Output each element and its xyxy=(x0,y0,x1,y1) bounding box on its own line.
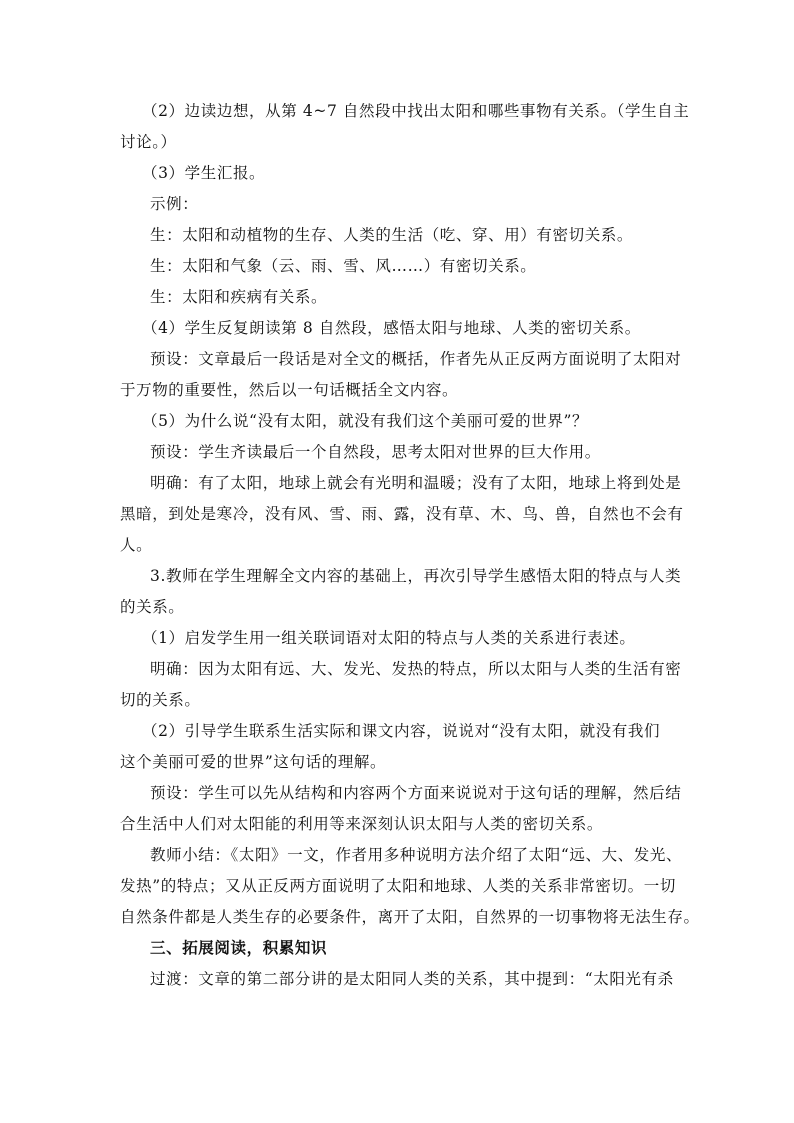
text-line: 切的关系。 xyxy=(120,691,201,709)
text-line: （2）边读边想，从第 4~7 自然段中找出太阳和哪些事物有关系。（学生自主 xyxy=(142,102,690,120)
text-line: 示例： xyxy=(150,195,199,213)
text-line: （2）引导学生联系生活实际和课文内容，说说对“没有太阳，就没有我们 xyxy=(142,722,661,740)
text-line: 发热”的特点；又从正反两方面说明了太阳和地球、人类的关系非常密切。一切 xyxy=(120,877,676,895)
text-line: 过渡：文章的第二部分讲的是太阳同人类的关系，其中提到：“太阳光有杀 xyxy=(150,970,674,988)
text-line: 生：太阳和疾病有关系。 xyxy=(150,288,328,306)
text-line: 合生活中人们对太阳能的利用等来深刻认识太阳与人类的密切关系。 xyxy=(120,815,604,833)
text-line: 的关系。 xyxy=(120,598,185,616)
text-line: 预设：学生可以先从结构和内容两个方面来说说对于这句话的理解，然后结 xyxy=(150,784,682,802)
text-line: 预设：学生齐读最后一个自然段，思考太阳对世界的巨大作用。 xyxy=(150,443,601,461)
text-line: 自然条件都是人类生存的必要条件，离开了太阳，自然界的一切事物将无法生存。 xyxy=(120,908,700,926)
text-line: （5）为什么说“没有太阳，就没有我们这个美丽可爱的世界”？ xyxy=(142,412,589,430)
text-line: 明确：因为太阳有远、大、发光、发热的特点，所以太阳与人类的生活有密 xyxy=(150,660,682,678)
text-line: 明确：有了太阳，地球上就会有光明和温暖；没有了太阳，地球上将到处是 xyxy=(150,474,682,492)
text-line: 生：太阳和动植物的生存、人类的生活（吃、穿、用）有密切关系。 xyxy=(150,226,634,244)
text-line: 于万物的重要性，然后以一句话概括全文内容。 xyxy=(120,381,459,399)
document-page xyxy=(120,96,700,995)
text-line: （1）启发学生用一组关联词语对太阳的特点与人类的关系进行表述。 xyxy=(142,629,636,647)
section-heading: 三、拓展阅读，积累知识 xyxy=(150,939,328,957)
text-line: 教师小结：《太阳》一文，作者用多种说明方法介绍了太阳“远、大、发光、 xyxy=(150,846,683,864)
text-line: （4）学生反复朗读第 8 自然段，感悟太阳与地球、人类的密切关系。 xyxy=(142,319,641,337)
text-line: 这个美丽可爱的世界”这句话的理解。 xyxy=(120,753,387,771)
text-line: （3）学生汇报。 xyxy=(142,164,266,182)
text-line: 黑暗，到处是寒冷，没有风、雪、雨、露，没有草、木、鸟、兽，自然也不会有 xyxy=(120,505,684,523)
text-line: 人。 xyxy=(120,536,153,554)
text-line: 3.教师在学生理解全文内容的基础上，再次引导学生感悟太阳的特点与人类 xyxy=(150,567,682,585)
text-line: 讨论。） xyxy=(120,133,177,151)
text-line: 生：太阳和气象（云、雨、雪、风……）有密切关系。 xyxy=(150,257,537,275)
text-line: 预设：文章最后一段话是对全文的概括，作者先从正反两方面说明了太阳对 xyxy=(150,350,682,368)
